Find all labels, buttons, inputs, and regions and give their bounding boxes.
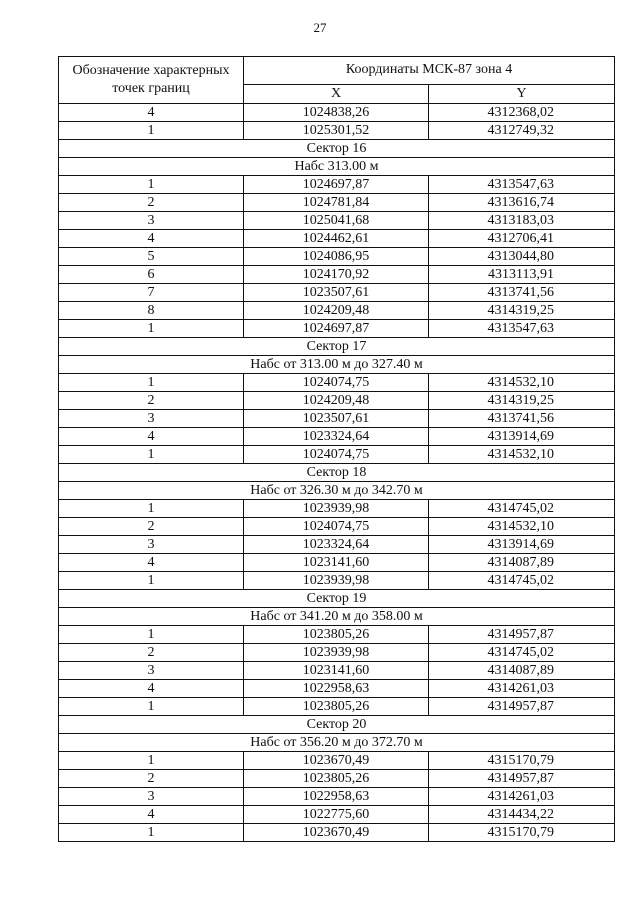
table-row <box>59 806 615 824</box>
section-title: Сектор 19 <box>59 590 615 608</box>
table-row <box>59 626 615 644</box>
section-title-row <box>59 590 615 608</box>
table-row <box>59 410 615 428</box>
point-number: 3 <box>59 212 244 230</box>
x-coordinate: 1023805,26 <box>244 626 429 644</box>
y-coordinate: 4315170,79 <box>429 824 615 842</box>
section-title: Сектор 20 <box>59 716 615 734</box>
table-row <box>59 446 615 464</box>
section-title: Набс от 326.30 м до 342.70 м <box>59 482 615 500</box>
y-column-header: Y <box>429 84 615 103</box>
page-number: 27 <box>313 20 327 35</box>
y-coordinate: 4313741,56 <box>429 284 615 302</box>
y-coordinate: 4314261,03 <box>429 680 615 698</box>
y-coordinate: 4313914,69 <box>429 428 615 446</box>
table-row <box>59 212 615 230</box>
point-designation-header: Обозначение характерных точек границ <box>59 57 244 104</box>
y-coordinate: 4314532,10 <box>429 518 615 536</box>
y-coordinate: 4314957,87 <box>429 698 615 716</box>
table-row <box>59 392 615 410</box>
point-number: 4 <box>59 680 244 698</box>
y-coordinate: 4314087,89 <box>429 554 615 572</box>
x-coordinate: 1024209,48 <box>244 302 429 320</box>
point-number: 1 <box>59 122 244 140</box>
x-coordinate: 1023939,98 <box>244 572 429 590</box>
coordinates-table-body <box>59 57 615 842</box>
table-row <box>59 194 615 212</box>
point-number: 4 <box>59 104 244 122</box>
section-title-row <box>59 716 615 734</box>
y-coordinate: 4313914,69 <box>429 536 615 554</box>
coordinates-table <box>58 56 615 842</box>
table-row <box>59 824 615 842</box>
point-number: 5 <box>59 248 244 266</box>
table-row <box>59 644 615 662</box>
table-row <box>59 320 615 338</box>
table-row <box>59 662 615 680</box>
x-coordinate: 1023670,49 <box>244 752 429 770</box>
y-coordinate: 4314745,02 <box>429 572 615 590</box>
x-coordinate: 1024462,61 <box>244 230 429 248</box>
y-coordinate: 4314957,87 <box>429 770 615 788</box>
y-coordinate: 4315170,79 <box>429 752 615 770</box>
table-row <box>59 770 615 788</box>
point-number: 1 <box>59 374 244 392</box>
table-row <box>59 248 615 266</box>
y-coordinate: 4314319,25 <box>429 302 615 320</box>
x-coordinate: 1022958,63 <box>244 680 429 698</box>
table-row <box>59 284 615 302</box>
point-number: 1 <box>59 446 244 464</box>
point-number: 1 <box>59 824 244 842</box>
table-row <box>59 104 615 122</box>
table-row <box>59 680 615 698</box>
x-coordinate: 1022958,63 <box>244 788 429 806</box>
point-number: 4 <box>59 806 244 824</box>
table-row <box>59 788 615 806</box>
x-coordinate: 1023939,98 <box>244 644 429 662</box>
y-coordinate: 4313547,63 <box>429 176 615 194</box>
x-coordinate: 1024170,92 <box>244 266 429 284</box>
y-coordinate: 4313547,63 <box>429 320 615 338</box>
y-coordinate: 4314745,02 <box>429 644 615 662</box>
point-number: 1 <box>59 572 244 590</box>
point-number: 1 <box>59 176 244 194</box>
point-number: 1 <box>59 752 244 770</box>
y-coordinate: 4313741,56 <box>429 410 615 428</box>
x-coordinate: 1024074,75 <box>244 446 429 464</box>
point-number: 4 <box>59 428 244 446</box>
section-title: Набс от 356.20 м до 372.70 м <box>59 734 615 752</box>
x-coordinate: 1023324,64 <box>244 428 429 446</box>
point-number: 1 <box>59 626 244 644</box>
y-coordinate: 4313616,74 <box>429 194 615 212</box>
table-row <box>59 554 615 572</box>
section-title: Набс 313.00 м <box>59 158 615 176</box>
section-title-row <box>59 140 615 158</box>
section-title-row <box>59 158 615 176</box>
y-coordinate: 4314532,10 <box>429 374 615 392</box>
table-row <box>59 572 615 590</box>
x-coordinate: 1024209,48 <box>244 392 429 410</box>
point-number: 3 <box>59 662 244 680</box>
table-row <box>59 698 615 716</box>
section-title: Набс от 341.20 м до 358.00 м <box>59 608 615 626</box>
y-coordinate: 4314319,25 <box>429 392 615 410</box>
table-row <box>59 752 615 770</box>
section-title: Сектор 18 <box>59 464 615 482</box>
table-row <box>59 302 615 320</box>
table-row <box>59 518 615 536</box>
x-column-header: X <box>244 84 429 103</box>
y-coordinate: 4314087,89 <box>429 662 615 680</box>
point-number: 3 <box>59 410 244 428</box>
x-coordinate: 1022775,60 <box>244 806 429 824</box>
section-title-row <box>59 356 615 374</box>
x-coordinate: 1024781,84 <box>244 194 429 212</box>
y-coordinate: 4314745,02 <box>429 500 615 518</box>
y-coordinate: 4314957,87 <box>429 626 615 644</box>
point-number: 2 <box>59 770 244 788</box>
x-coordinate: 1023939,98 <box>244 500 429 518</box>
x-coordinate: 1024838,26 <box>244 104 429 122</box>
table-row <box>59 428 615 446</box>
y-coordinate: 4313183,03 <box>429 212 615 230</box>
table-row <box>59 176 615 194</box>
section-title-row <box>59 464 615 482</box>
point-number: 2 <box>59 644 244 662</box>
table-row <box>59 266 615 284</box>
section-title-row <box>59 338 615 356</box>
section-title: Сектор 17 <box>59 338 615 356</box>
x-coordinate: 1023324,64 <box>244 536 429 554</box>
table-row <box>59 500 615 518</box>
x-coordinate: 1024074,75 <box>244 518 429 536</box>
x-coordinate: 1023805,26 <box>244 698 429 716</box>
y-coordinate: 4313113,91 <box>429 266 615 284</box>
x-coordinate: 1024074,75 <box>244 374 429 392</box>
point-number: 2 <box>59 392 244 410</box>
x-coordinate: 1023507,61 <box>244 284 429 302</box>
y-coordinate: 4312706,41 <box>429 230 615 248</box>
point-number: 2 <box>59 518 244 536</box>
point-number: 4 <box>59 230 244 248</box>
table-row <box>59 536 615 554</box>
table-row <box>59 230 615 248</box>
x-coordinate: 1025041,68 <box>244 212 429 230</box>
point-number: 7 <box>59 284 244 302</box>
x-coordinate: 1023141,60 <box>244 554 429 572</box>
x-coordinate: 1023805,26 <box>244 770 429 788</box>
point-number: 6 <box>59 266 244 284</box>
x-coordinate: 1024697,87 <box>244 320 429 338</box>
point-number: 3 <box>59 788 244 806</box>
point-number: 1 <box>59 698 244 716</box>
section-title-row <box>59 482 615 500</box>
x-coordinate: 1023141,60 <box>244 662 429 680</box>
table-row <box>59 122 615 140</box>
y-coordinate: 4313044,80 <box>429 248 615 266</box>
point-number: 1 <box>59 320 244 338</box>
point-number: 2 <box>59 194 244 212</box>
coordinates-system-header: Координаты МСК-87 зона 4 <box>244 57 615 85</box>
point-number: 1 <box>59 500 244 518</box>
section-title: Набс от 313.00 м до 327.40 м <box>59 356 615 374</box>
x-coordinate: 1024086,95 <box>244 248 429 266</box>
x-coordinate: 1024697,87 <box>244 176 429 194</box>
section-title-row <box>59 734 615 752</box>
y-coordinate: 4314261,03 <box>429 788 615 806</box>
x-coordinate: 1025301,52 <box>244 122 429 140</box>
section-title-row <box>59 608 615 626</box>
table-row <box>59 374 615 392</box>
point-number: 3 <box>59 536 244 554</box>
point-number: 4 <box>59 554 244 572</box>
section-title: Сектор 16 <box>59 140 615 158</box>
y-coordinate: 4312749,32 <box>429 122 615 140</box>
point-number: 8 <box>59 302 244 320</box>
table-header-row <box>59 57 615 85</box>
y-coordinate: 4314532,10 <box>429 446 615 464</box>
y-coordinate: 4314434,22 <box>429 806 615 824</box>
x-coordinate: 1023670,49 <box>244 824 429 842</box>
x-coordinate: 1023507,61 <box>244 410 429 428</box>
y-coordinate: 4312368,02 <box>429 104 615 122</box>
